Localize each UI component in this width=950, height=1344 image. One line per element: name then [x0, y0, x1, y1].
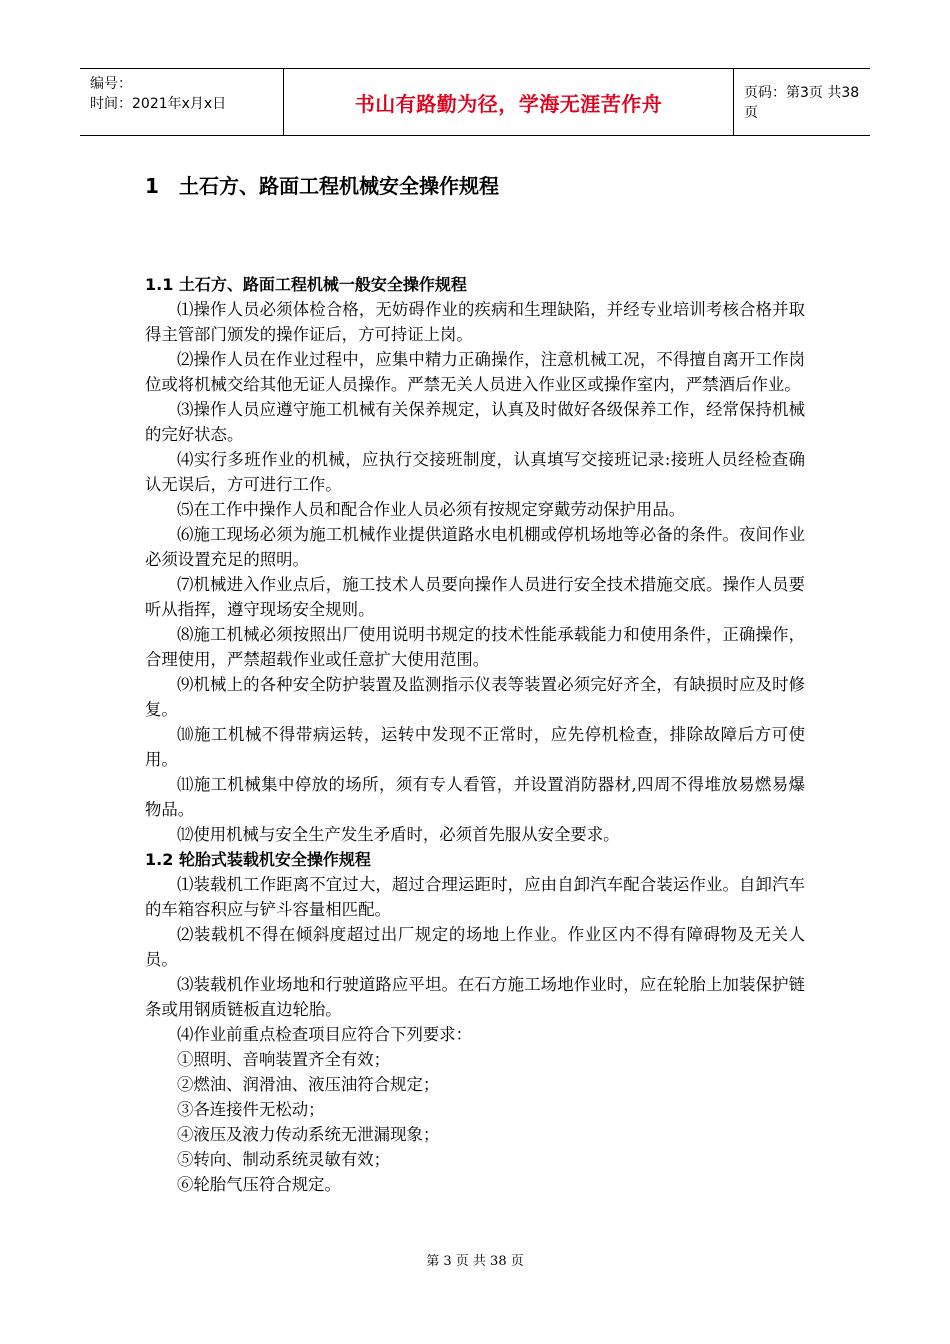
section-title: 1.1 土石方、路面工程机械一般安全操作规程: [145, 275, 467, 294]
paragraph: ⑾施工机械集中停放的场所，须有专人看管，并设置消防器材,四周不得堆放易燃易爆物品。: [145, 775, 805, 819]
paragraph: ⑹施工现场必须为施工机械作业提供道路水电机棚或停机场地等必备的条件。夜间作业必须设置充足的照明。: [145, 525, 805, 569]
paragraph: ⑴装载机工作距离不宜过大，超过合理运距时，应由自卸汽车配合装运作业。自卸汽车的车箱容积应与铲斗容量相匹配。: [145, 875, 805, 919]
paragraph: ⑷实行多班作业的机械，应执行交接班制度，认真填写交接班记录:接班人员经检查确认无误后，方可进行工作。: [145, 450, 805, 494]
list-item: ③各连接件无松动；: [177, 1100, 325, 1119]
paragraph: ⑶操作人员应遵守施工机械有关保养规定，认真及时做好各级保养工作，经常保持机械的完好状态。: [145, 400, 805, 444]
document-body: [145, 272, 805, 1197]
section-title: 1.2 轮胎式装载机安全操作规程: [145, 850, 371, 869]
chapter-number: 1: [145, 174, 159, 198]
paragraph: ⑵操作人员在作业过程中，应集中精力正确操作，注意机械工况，不得擅自离开工作岗位或将机械交给其他无证人员操作。严禁无关人员进入作业区或操作室内，严禁酒后作业。: [145, 350, 805, 394]
paragraph: ⑷作业前重点检查项目应符合下列要求：: [177, 1025, 473, 1044]
list-item: ②燃油、润滑油、液压油符合规定；: [177, 1075, 440, 1094]
header-motto-cell: [284, 69, 734, 135]
motto: 书山有路勤为径，学海无涯苦作舟: [354, 91, 663, 116]
page-header: [80, 68, 870, 136]
page-footer: 第 3 页 共 38 页: [426, 1254, 524, 1269]
chapter-title: 土石方、路面工程机械安全操作规程: [179, 174, 499, 198]
list-item: ⑥轮胎气压符合规定。: [177, 1175, 341, 1194]
paragraph: ⑺机械进入作业点后，施工技术人员要向操作人员进行安全技术措施交底。操作人员要听从指挥，遵守现场安全规则。: [145, 575, 805, 619]
paragraph: ⑿使用机械与安全生产发生矛盾时，必须首先服从安全要求。: [177, 825, 620, 844]
paragraph: ⑻施工机械必须按照出厂使用说明书规定的技术性能承载能力和使用条件，正确操作，合理使用，严禁超载作业或任意扩大使用范围。: [145, 625, 805, 669]
time-label: 时间：2021年x月x日: [90, 96, 227, 112]
paragraph: ⑽施工机械不得带病运转，运转中发现不正常时，应先停机检查，排除故障后方可使用。: [145, 725, 805, 769]
paragraph: ⑼机械上的各种安全防护装置及监测指示仪表等装置必须完好齐全，有缺损时应及时修复。: [145, 675, 805, 719]
page-info: 页码：第3页 共38页: [744, 85, 860, 121]
paragraph: ⑸在工作中操作人员和配合作业人员必须有按规定穿戴劳动保护用品。: [177, 500, 686, 519]
paragraph: ⑴操作人员必须体检合格，无妨碍作业的疾病和生理缺陷，并经专业培训考核合格并取得主管部门颁发的操作证后，方可持证上岗。: [145, 300, 805, 344]
list-item: ④液压及液力传动系统无泄漏现象；: [177, 1125, 440, 1144]
paragraph: ⑵装载机不得在倾斜度超过出厂规定的场地上作业。作业区内不得有障碍物及无关人员。: [145, 925, 805, 969]
paragraph: ⑶装载机作业场地和行驶道路应平坦。在石方施工场地作业时，应在轮胎上加装保护链条或用钢质链板直边轮胎。: [145, 975, 805, 1019]
number-label: 编号：: [90, 76, 132, 92]
list-item: ⑤转向、制动系统灵敏有效；: [177, 1150, 391, 1169]
list-item: ①照明、音响装置齐全有效；: [177, 1050, 391, 1069]
chapter-heading: [145, 170, 499, 199]
header-meta: [80, 69, 284, 135]
